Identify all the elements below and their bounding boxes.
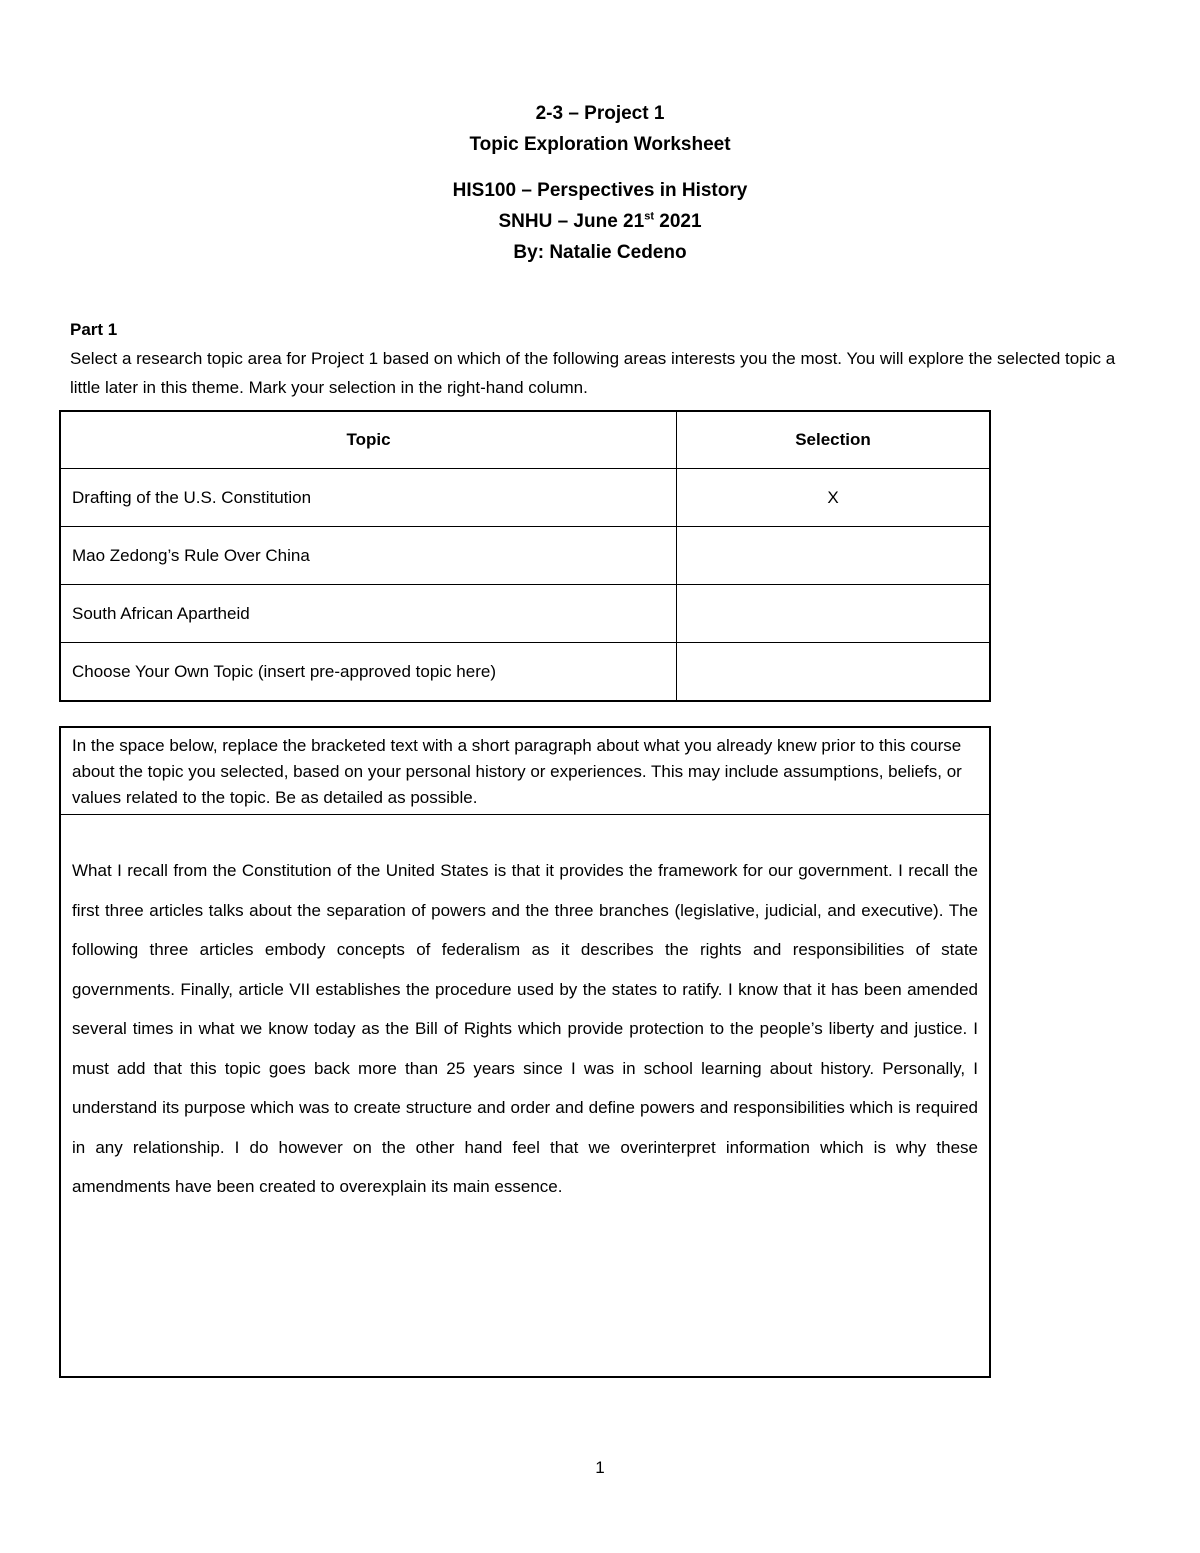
selection-cell[interactable]	[677, 643, 991, 702]
topic-cell: Choose Your Own Topic (insert pre-approved topic here)	[60, 643, 677, 702]
school-date-prefix: SNHU – June 21	[498, 211, 645, 232]
worksheet-title: Topic Exploration Worksheet	[469, 134, 731, 155]
table-row	[60, 469, 990, 527]
date-suffix: st	[644, 210, 654, 223]
reflection-prompt: In the space below, replace the bracketed text with a short paragraph about what you already knew prior to this course about the topic you selected, based on your personal history or experiences. This may include assumptions, beliefs, or values related to the topic. Be as detailed as possible.	[61, 728, 989, 815]
table-row	[60, 585, 990, 643]
reflection-box	[59, 726, 991, 1378]
course-title: HIS100 – Perspectives in History	[452, 180, 748, 201]
page-number: 1	[595, 1458, 605, 1477]
topic-cell: Drafting of the U.S. Constitution	[60, 469, 677, 527]
table-row	[60, 527, 990, 585]
selection-cell[interactable]: X	[677, 469, 991, 527]
selection-cell[interactable]	[677, 585, 991, 643]
part-1-section	[70, 315, 1130, 402]
part-1-label: Part 1	[70, 320, 118, 339]
table-row	[60, 643, 990, 702]
school-date	[0, 206, 1200, 237]
author-line: By: Natalie Cedeno	[513, 242, 687, 263]
year: 2021	[653, 211, 702, 232]
topic-selection-table	[59, 410, 991, 702]
topic-cell: South African Apartheid	[60, 585, 677, 643]
part-1-instructions: Select a research topic area for Project 1 based on which of the following areas interests you the most. You will explore the selected topic a little later in this theme. Mark your selection in the right-hand column.	[70, 349, 1116, 397]
document-header	[0, 98, 1200, 268]
selection-column-header: Selection	[677, 411, 991, 469]
selection-cell[interactable]	[677, 527, 991, 585]
topic-cell: Mao Zedong’s Rule Over China	[60, 527, 677, 585]
assignment-title: 2-3 – Project 1	[535, 103, 665, 124]
reflection-answer[interactable]: What I recall from the Constitution of the United States is that it provides the framework for our government. I recall the first three articles talks about the separation of powers and the three branches (legislative, judicial, and executive). The following three articles embody concepts of federalism as it describes the rights and responsibilities of state governments. Finally, article VII establishes the procedure used by the states to ratify. I know that it has been amended several times in what we know today as the Bill of Rights which provide protection to the people’s liberty and justice. I must add that this topic goes back more than 25 years since I was in school learning about history. Personally, I understand its purpose which was to create structure and order and define powers and responsibilities which is required in any relationship. I do however on the other hand feel that we overinterpret information which is why these amendments have been created to overexplain its main essence.	[72, 861, 978, 1196]
table-header-row	[60, 411, 990, 469]
topic-column-header: Topic	[60, 411, 677, 469]
